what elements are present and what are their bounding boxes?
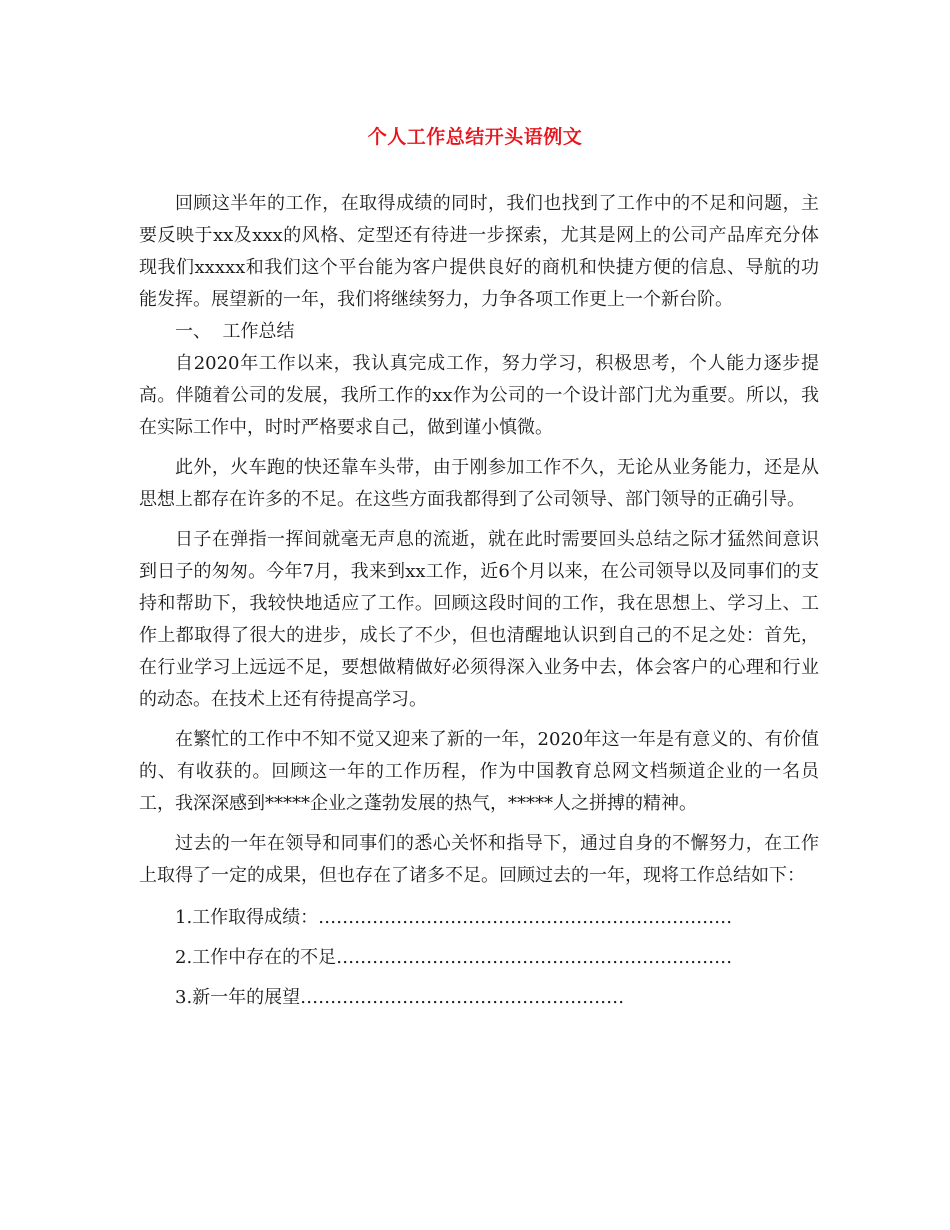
body-paragraph: 日子在弹指一挥间就毫无声息的流逝，就在此时需要回头总结之际才猛然间意识到日子的匆匆。今年7月，我来到xx工作，近6个月以来，在公司领导以及同事们的支持和帮助下，我较快地适应了工作。回顾这段时间的工作，我在思想上、学习上、工作上都取得了很大的进步，成长了不少，但也清醒地认识到自己的不足之处：首先，在行业学习上远远不足，要想做精做好必须得深入业务中去，体会客户的心理和行业的动态。在技术上还有待提高学习。 [139, 529, 819, 710]
intro-paragraph: 回顾这半年的工作，在取得成绩的同时，我们也找到了工作中的不足和问题，主要反映于xx及xxx的风格、定型还有待进一步探索，尤其是网上的公司产品库充分体现我们xxxxx和我们这个平台能为客户提供良好的商机和快捷方便的信息、导航的功能发挥。展望新的一年，我们将继续努力，力争各项工作更上一个新台阶。 [139, 193, 819, 310]
document-title: 个人工作总结开头语例文 [367, 126, 583, 148]
document-body [139, 188, 819, 1014]
body-paragraph: 此外，火车跑的快还靠车头带，由于刚参加工作不久，无论从业务能力，还是从思想上都存在许多的不足。在这些方面我都得到了公司领导、部门领导的正确引导。 [139, 457, 819, 510]
list-item: 3.新一年的展望……………………………………………… [175, 987, 625, 1008]
list-item: 1.工作取得成绩：…………………………………………………………… [175, 907, 733, 928]
section-heading: 一、 工作总结 [175, 321, 295, 342]
list-item: 2.工作中存在的不足………………………………………………………… [175, 947, 733, 968]
body-paragraph: 过去的一年在领导和同事们的悉心关怀和指导下，通过自身的不懈努力，在工作上取得了一定的成果，但也存在了诸多不足。回顾过去的一年，现将工作总结如下： [139, 833, 819, 886]
body-paragraph: 自2020年工作以来，我认真完成工作，努力学习，积极思考，个人能力逐步提高。伴随着公司的发展，我所工作的xx作为公司的一个设计部门尤为重要。所以，我在实际工作中，时时严格要求自己，做到谨小慎微。 [139, 353, 819, 438]
body-paragraph: 在繁忙的工作中不知不觉又迎来了新的一年，2020年这一年是有意义的、有价值的、有收获的。回顾这一年的工作历程，作为中国教育总网文档频道企业的一名员工，我深深感到*****企业之蓬勃发展的热气，*****人之拼搏的精神。 [139, 729, 819, 814]
